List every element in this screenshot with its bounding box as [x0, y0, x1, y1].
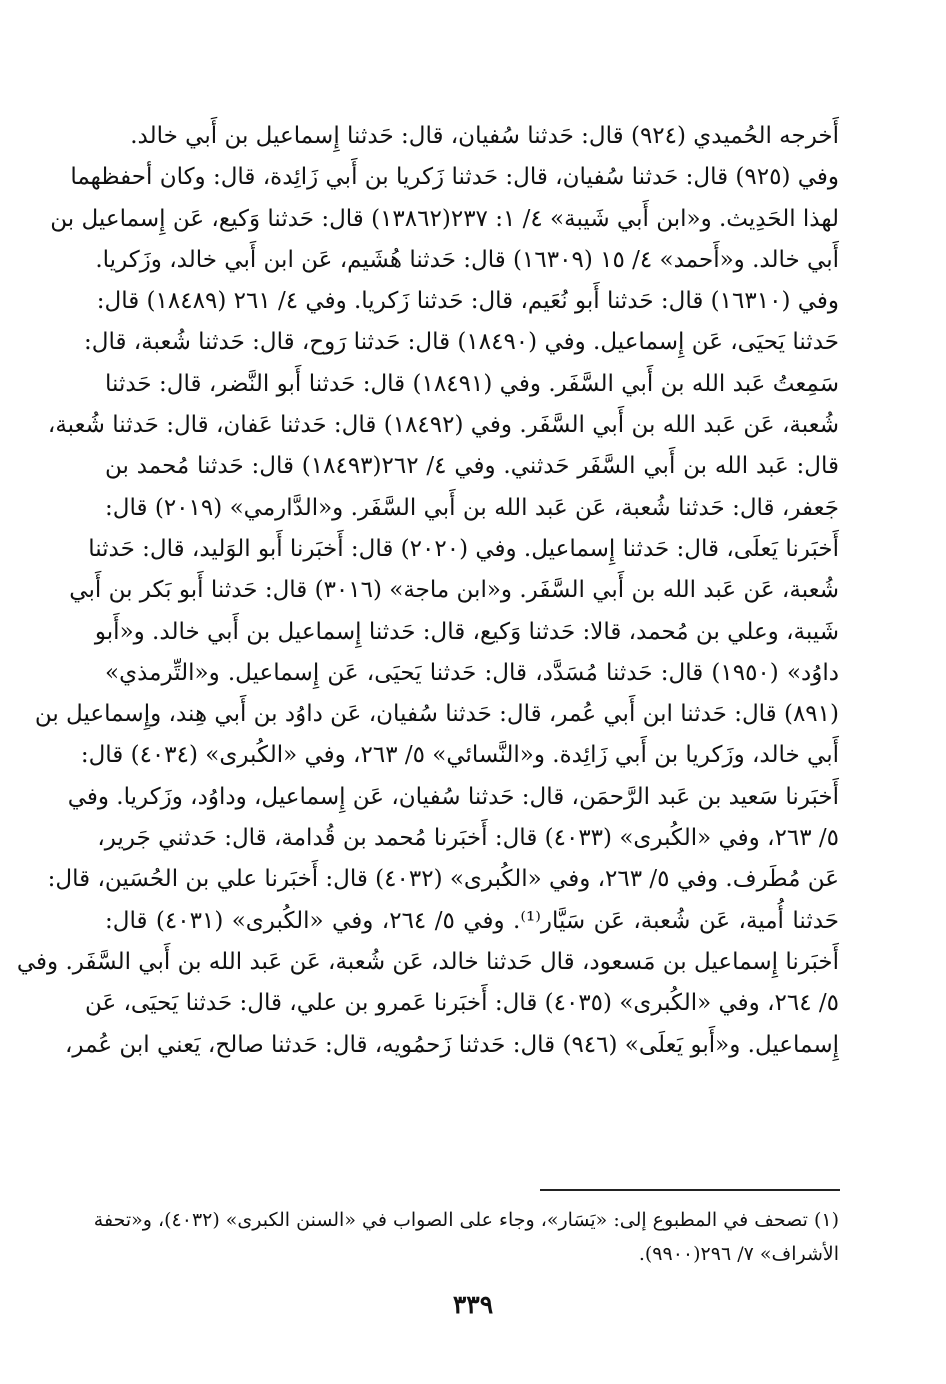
- text-line: حَدثنا يَحيَى، عَن إِسماعيل. وفي (١٨٤٩٠) قال: حَدثنا رَوح، قال: حَدثنا شُعبة، قال:: [84, 329, 839, 356]
- text-line: أَخبَرنا سَعيد بن عَبد الرَّحمَن، قال: حَدثنا سُفيان، عَن إِسماعيل، وداوُد، وزَكريا. وفي: [67, 783, 839, 810]
- text-line: حَدثنا أُمية، عَن شُعبة، عَن سَيَّار⁽¹⁾. وفي ٥/ ٢٦٤، وفي «الكُبرى» (٤٠٣١) قال:: [105, 907, 840, 934]
- footnote-divider: [540, 1189, 840, 1191]
- text-line: (٨٩١) قال: حَدثنا ابن أَبي عُمر، قال: حَدثنا سُفيان، عَن داوُد بن أَبي هِند، وإِسماعيل بن: [34, 701, 839, 728]
- text-line: أَبي خالد. و«أَحمد» ٤/ ١٥ (١٦٣٠٩) قال: حَدثنا هُشَيم، عَن ابن أَبي خالد، وزَكريا.: [95, 246, 839, 273]
- page-number: ٣٣٩: [452, 1290, 494, 1319]
- text-line: شُعبة، عَن عَبد الله بن أَبي السَّفَر. و«ابن ماجة» (٣٠١٦) قال: حَدثنا أَبو بَكر بن أَبي: [69, 577, 839, 604]
- text-line: وفي (١٦٣١٠) قال: حَدثنا أَبو نُعَيم، قال: حَدثنا زَكريا. وفي ٤/ ٢٦١ (١٨٤٨٩) قال:: [96, 288, 839, 315]
- text-line: سَمِعتُ عَبد الله بن أَبي السَّفَر. وفي (١٨٤٩١) قال: حَدثنا أَبو النَّضر، قال: حَدثنا: [105, 370, 839, 397]
- text-line: إِسماعيل. و«أَبو يَعلَى» (٩٤٦) قال: حَدثنا زَحمُويه، قال: حَدثنا صالح، يَعني ابن عُمر،: [64, 1031, 839, 1058]
- text-line: ٥/ ٢٦٣، وفي «الكُبرى» (٤٠٣٣) قال: أَخبَرنا مُحمد بن قُدامة، قال: حَدثني جَرير،: [97, 825, 839, 852]
- text-line: جَعفر، قال: حَدثنا شُعبة، عَن عَبد الله بن أَبي السَّفَر. و«الدَّارمي» (٢٠١٩) قال:: [105, 494, 839, 521]
- text-line: لهذا الحَدِيث. و«ابن أَبي شَيبة» ٤/ ١: ٢٣٧(١٣٨٦٢) قال: حَدثنا وَكيع، عَن إِسماعيل بن: [50, 205, 839, 232]
- footnote-line: الأشراف» ٧/ ٢٩٦(٩٩٠٠).: [638, 1243, 839, 1265]
- text-line: أَخبَرنا يَعلَى، قال: حَدثنا إِسماعيل. وفي (٢٠٢٠) قال: أَخبَرنا أَبو الوَليد، قال: حَدثنا: [88, 535, 839, 562]
- text-line: أَخبَرنا إِسماعيل بن مَسعود، قال حَدثنا خالد، عَن شُعبة، عَن عَبد الله بن أَبي السَّفَر. وفي: [16, 948, 839, 975]
- text-line: قال: عَبد الله بن أَبي السَّفَر حَدثني. وفي ٤/ ٢٦٢(١٨٤٩٣) قال: حَدثنا مُحمد بن: [105, 453, 840, 480]
- text-line: أَخرجه الحُميدي (٩٢٤) قال: حَدثنا سُفيان، قال: حَدثنا إِسماعيل بن أَبي خالد.: [130, 123, 839, 149]
- footnote-line: (١) تصحف في المطبوع إلى: «يَسَار»، وجاء على الصواب في «السنن الكبرى» (٤٠٣٢)، و«تحفة: [93, 1209, 839, 1231]
- text-line: وفي (٩٢٥) قال: حَدثنا سُفيان، قال: حَدثنا زَكريا بن أَبي زَائِدة، قال: وكان أحفظهما: [70, 164, 839, 191]
- footnotes-block: [93, 1203, 839, 1271]
- text-line: شَيبة، وعلي بن مُحمد، قالا: حَدثنا وَكيع، قال: حَدثنا إِسماعيل بن أَبي خالد. و«أَبو: [94, 618, 839, 645]
- text-line: شُعبة، عَن عَبد الله بن أَبي السَّفَر. وفي (١٨٤٩٢) قال: حَدثنا عَفان، قال: حَدثنا شُعبة،: [47, 412, 839, 439]
- text-line: داوُد» (١٩٥٠) قال: حَدثنا مُسَدَّد، قال: حَدثنا يَحيَى، عَن إِسماعيل. و«التِّرمذي»: [105, 659, 839, 686]
- text-line: عَن مُطَرف. وفي ٥/ ٢٦٣، وفي «الكُبرى» (٤٠٣٢) قال: أَخبَرنا علي بن الحُسَين، قال:: [47, 866, 839, 893]
- text-line: ٥/ ٢٦٤، وفي «الكُبرى» (٤٠٣٥) قال: أَخبَرنا عَمرو بن علي، قال: حَدثنا يَحيَى، عَن: [84, 990, 839, 1017]
- main-text-block: [16, 116, 840, 1066]
- text-line: أَبي خالد، وزَكريا بن أَبي زَائِدة. و«النَّسائي» ٥/ ٢٦٣، وفي «الكُبرى» (٤٠٣٤) قال:: [80, 742, 839, 769]
